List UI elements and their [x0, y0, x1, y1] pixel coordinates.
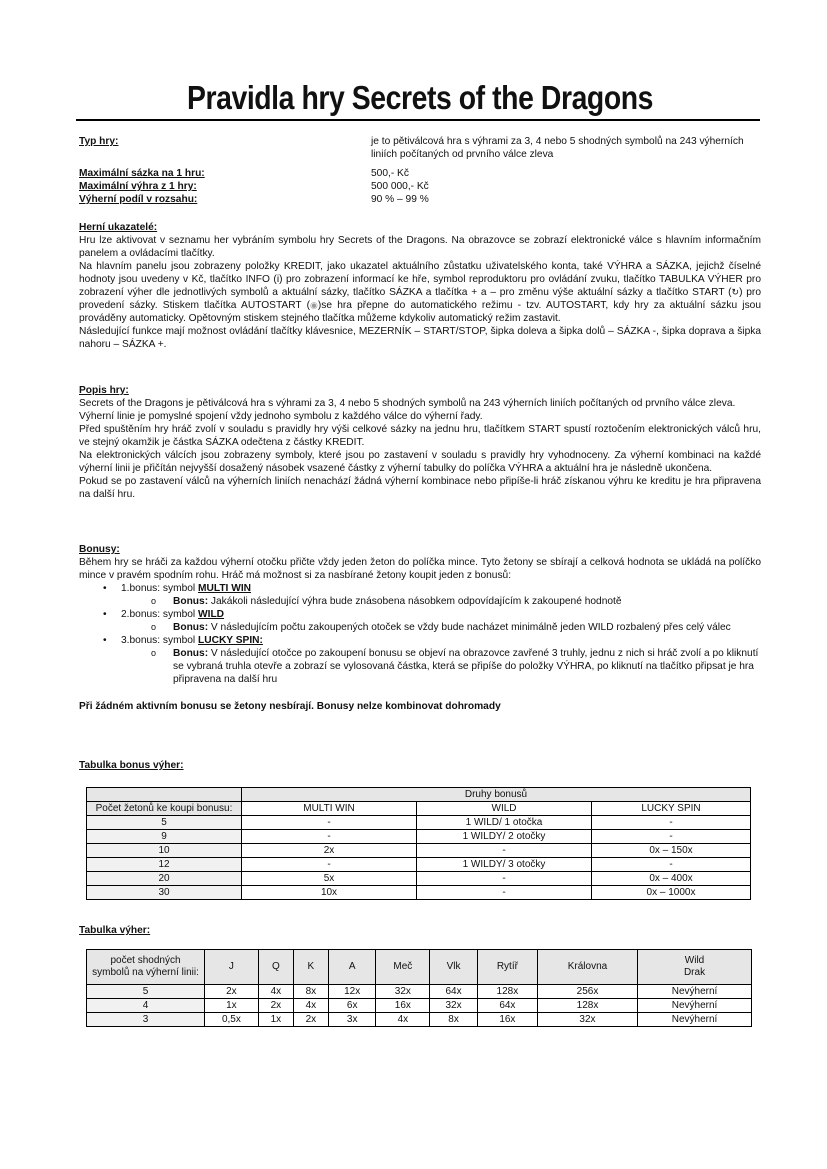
table-cell: -	[417, 844, 592, 858]
column-header: Q	[258, 950, 293, 985]
table-cell: 4x	[293, 999, 328, 1013]
table-cell: 32x	[376, 985, 430, 999]
table-cell: 64x	[477, 999, 537, 1013]
bonus-item	[105, 608, 761, 634]
bonus-table	[86, 787, 751, 900]
row-label-cell: 9	[87, 830, 242, 844]
game-info	[79, 135, 761, 206]
win-table-heading	[79, 924, 761, 937]
bonus-desc	[151, 595, 761, 608]
column-header: Rytíř	[477, 950, 537, 985]
table-cell: -	[417, 886, 592, 900]
column-header: K	[293, 950, 328, 985]
column-header: MULTI WIN	[242, 802, 417, 816]
table-row	[87, 844, 751, 858]
table-cell: -	[592, 830, 751, 844]
info-label: Typ hry:	[79, 136, 119, 147]
info-value: je to pětiválcová hra s výhrami za 3, 4 nebo 5 shodných symbolů na 243 výherních liniích počítaných od prvního válce zleva	[371, 136, 744, 160]
section-game-description	[79, 384, 761, 501]
table-header-row	[87, 802, 751, 816]
table-header-row	[87, 950, 752, 985]
row-header-label	[87, 950, 205, 985]
row-label-cell: 5	[87, 985, 205, 999]
column-header: WILD	[417, 802, 592, 816]
section-heading: Popis hry:	[79, 385, 129, 396]
row-label-cell: 10	[87, 844, 242, 858]
paragraph: Výherní linie je pomyslné spojení vždy jednoho symbolu z každého válce do výherní řady.	[79, 411, 483, 422]
table-cell: 64x	[430, 985, 478, 999]
text: 2.bonus: symbol	[121, 609, 199, 620]
table-cell: 8x	[293, 985, 328, 999]
text: ) pro provedení sázky. Stiskem tlačítka AUTOSTART (	[79, 287, 761, 311]
table-cell: 1 WILDY/ 3 otočky	[417, 858, 592, 872]
bonus-name: MULTI WIN	[198, 583, 252, 594]
win-table	[86, 949, 752, 1027]
bonus-table-heading	[79, 759, 761, 772]
table-cell: 1 WILD/ 1 otočka	[417, 816, 592, 830]
section-game-indicators	[79, 221, 761, 351]
column-header: Královna	[537, 950, 637, 985]
row-label-cell: 4	[87, 999, 205, 1013]
text: počet shodných	[110, 955, 181, 966]
table-cell: 2x	[258, 999, 293, 1013]
bonus-item	[105, 582, 761, 608]
header-cell	[87, 788, 242, 802]
table-cell: 16x	[376, 999, 430, 1013]
bonus-label: Bonus:	[173, 648, 209, 659]
table-cell: 6x	[328, 999, 376, 1013]
info-row-game-type	[79, 135, 761, 161]
table-cell: 1x	[205, 999, 259, 1013]
table-cell: 4x	[258, 985, 293, 999]
title-divider	[76, 119, 760, 121]
bonus-list	[79, 582, 761, 686]
paragraph: Pokud se po zastavení válců na výherních liniích nenachází žádná výherní kombinace nebo připíše-li hráč získanou výhru ke kreditu je hra připravena na další hru.	[79, 476, 761, 500]
table-cell: 32x	[537, 1013, 637, 1027]
table-cell: 0x – 400x	[592, 872, 751, 886]
paragraph: Hru lze aktivovat v seznamu her vybráním symbolu hry Secrets of the Dragons. Na obrazovce se zobrazí elektronické válce s hlavním informačním panelem a ovládacími tlačítky.	[79, 235, 761, 259]
table-cell: 256x	[537, 985, 637, 999]
row-label-cell: 12	[87, 858, 242, 872]
table-cell: 3x	[328, 1013, 376, 1027]
bonus-name: WILD	[198, 609, 225, 620]
paragraph: Následující funkce mají možnost ovládání tlačítky klávesnice, MEZERNÍK – START/STOP, šipka doleva a šipka dolů – SÁZKA -, šipka doprava a šipka nahoru – SÁZKA +.	[79, 326, 761, 350]
table-row	[87, 858, 751, 872]
column-header: LUCKY SPIN	[592, 802, 751, 816]
table-cell: -	[242, 816, 417, 830]
table-row	[87, 985, 752, 999]
table-cell: 2x	[293, 1013, 328, 1027]
bonus-note: Při žádném aktivním bonusu se žetony nesbírají. Bonusy nelze kombinovat dohromady	[79, 701, 501, 712]
column-header: J	[205, 950, 259, 985]
column-header: A	[328, 950, 376, 985]
start-icon: ↻	[731, 287, 740, 297]
bonus-label: Bonus:	[173, 622, 209, 633]
bonus-desc	[151, 647, 761, 686]
table-cell: 0,5x	[205, 1013, 259, 1027]
table-cell: 1 WILDY/ 2 otočky	[417, 830, 592, 844]
table-cell: 10x	[242, 886, 417, 900]
page-title: Pravidla hry Secrets of the Dragons	[186, 79, 653, 116]
table-cell: 32x	[430, 999, 478, 1013]
paragraph: Na elektronických válcích jsou zobrazeny symboly, které jsou po zastavení v souladu s pravidly hry vyhodnoceny. Za výherní kombinaci na každé výherní linii je přičítán nejvyšší dosažený násobek vsazené částky z výherní tabulky do políčka VÝHRA a aktuální hra je následně ukončena.	[79, 450, 761, 474]
table-cell: 0x – 150x	[592, 844, 751, 858]
text: Jakákoli následující výhra bude znásobena násobkem odpovídajícím k zakoupené hodnotě	[208, 596, 622, 607]
section-heading: Herní ukazatelé:	[79, 222, 158, 233]
section-heading: Bonusy:	[79, 544, 120, 555]
section-heading: Tabulka bonus výher:	[79, 760, 184, 771]
table-cell: Nevýherní	[638, 985, 752, 999]
info-row-payout	[79, 193, 761, 206]
paragraph: Secrets of the Dragons je pětiválcová hra s výhrami za 3, 4 nebo 5 shodných symbolů na 243 výherních liniích počítaných od prvního válce zleva.	[79, 398, 736, 409]
table-cell: 16x	[477, 1013, 537, 1027]
info-row-max-win	[79, 180, 761, 193]
group-header: Druhy bonusů	[242, 788, 751, 802]
bonus-sublist	[121, 595, 761, 608]
table-cell: 4x	[376, 1013, 430, 1027]
paragraph: Během hry se hráči za každou výherní otočku přičte vždy jeden žeton do políčka mince. Tyto žetony se sbírají a celková hodnota se ukládá na políčko mince v pravém spodním rohu. Hráč má možnost si za nasbírané žetony koupit jeden z bonusů:	[79, 557, 761, 581]
bonus-desc	[151, 621, 761, 634]
row-label-cell: 30	[87, 886, 242, 900]
bonus-table-body	[87, 816, 751, 900]
text: 3.bonus: symbol	[121, 635, 199, 646]
text: Drak	[683, 967, 706, 978]
text: V následující otočce po zakoupení bonusu se objeví na obrazovce zavřené 3 truhly, jednu z nich si hráč zvolí a po kliknutí se vybraná truhla otevře a zobrazí se vylosovaná částka, která se připíše do položky VÝHRA, po kliknutí na tlačítko připsat je hra připravena na další hru	[173, 648, 759, 685]
table-cell: 2x	[205, 985, 259, 999]
table-cell: -	[592, 816, 751, 830]
row-header-label: Počet žetonů ke koupi bonusu:	[87, 802, 242, 816]
table-cell: 12x	[328, 985, 376, 999]
table-row	[87, 830, 751, 844]
table-cell: -	[592, 858, 751, 872]
table-row	[87, 872, 751, 886]
info-label: Maximální sázka na 1 hru:	[79, 168, 205, 179]
table-cell: 128x	[477, 985, 537, 999]
autostart-icon: ◉	[310, 300, 318, 310]
table-cell: Nevýherní	[638, 1013, 752, 1027]
section-heading: Tabulka výher:	[79, 925, 151, 936]
info-value: 500,- Kč	[371, 168, 409, 179]
table-cell: -	[242, 830, 417, 844]
table-header-row	[87, 788, 751, 802]
info-row-max-bet	[79, 167, 761, 180]
table-cell: 5x	[242, 872, 417, 886]
column-header: Vlk	[430, 950, 478, 985]
table-row	[87, 886, 751, 900]
section-bonuses	[79, 543, 761, 713]
paragraph: Před spuštěním hry hráč zvolí v souladu s pravidly hry výši celkové sázky na jednu hru, tlačítkem START spustí roztočením elektronických válců hru, ve stejný okamžik je částka SÁZKA odečtena z částky KREDIT.	[79, 424, 761, 448]
table-cell: -	[242, 858, 417, 872]
info-value: 500 000,- Kč	[371, 181, 429, 192]
paragraph	[79, 260, 761, 325]
table-row	[87, 816, 751, 830]
row-label-cell: 5	[87, 816, 242, 830]
table-cell: 128x	[537, 999, 637, 1013]
info-label: Výherní podíl v rozsahu:	[79, 194, 198, 205]
table-cell: Nevýherní	[638, 999, 752, 1013]
table-cell: 2x	[242, 844, 417, 858]
text: Wild	[684, 955, 705, 966]
table-cell: 1x	[258, 1013, 293, 1027]
text: symbolů na výherní linii:	[92, 967, 199, 978]
row-label-cell: 20	[87, 872, 242, 886]
row-label-cell: 3	[87, 1013, 205, 1027]
table-row	[87, 1013, 752, 1027]
text: )se hra přepne do automatického režimu - tzv. AUTOSTART, kdy hry za aktuální sázku jsou prováděny automaticky. Opětovným stiskem stejného tlačítka můžeme kdykoliv automatický režim zastavit.	[79, 300, 761, 324]
win-table-body	[87, 985, 752, 1027]
bonus-name: LUCKY SPIN:	[198, 635, 263, 646]
text: Na hlavním panelu jsou zobrazeny položky KREDIT, jako ukazatel aktuálního zůstatku uživatelského konta, také VÝHRA a SÁZKA, jejichž číselné hodnoty jsou uvedeny v Kč, tlačítko INFO (i) pro zobrazení informací ke hře, symbol reproduktoru pro ovládání zvuku, tlačítko TABULKA VÝHER pro zobrazení výher dle jednotlivých symbolů a aktuální sázky, tlačítko SÁZKA a tlačítka + a – pro změnu výše aktuální sázky a tlačítko START (	[79, 261, 761, 298]
bonus-item	[105, 634, 761, 686]
table-cell: 8x	[430, 1013, 478, 1027]
table-row	[87, 999, 752, 1013]
text: 1.bonus: symbol	[121, 583, 199, 594]
bonus-label: Bonus:	[173, 596, 209, 607]
info-value: 90 % – 99 %	[371, 194, 429, 205]
text: V následujícím počtu zakoupených otoček se vždy bude nacházet minimálně jeden WILD rozbalený přes celý válec	[208, 622, 731, 633]
column-header: Meč	[376, 950, 430, 985]
bonus-sublist	[121, 647, 761, 686]
table-cell: 0x – 1000x	[592, 886, 751, 900]
info-label: Maximální výhra z 1 hry:	[79, 181, 197, 192]
table-cell: -	[417, 872, 592, 886]
bonus-sublist	[121, 621, 761, 634]
column-header	[638, 950, 752, 985]
